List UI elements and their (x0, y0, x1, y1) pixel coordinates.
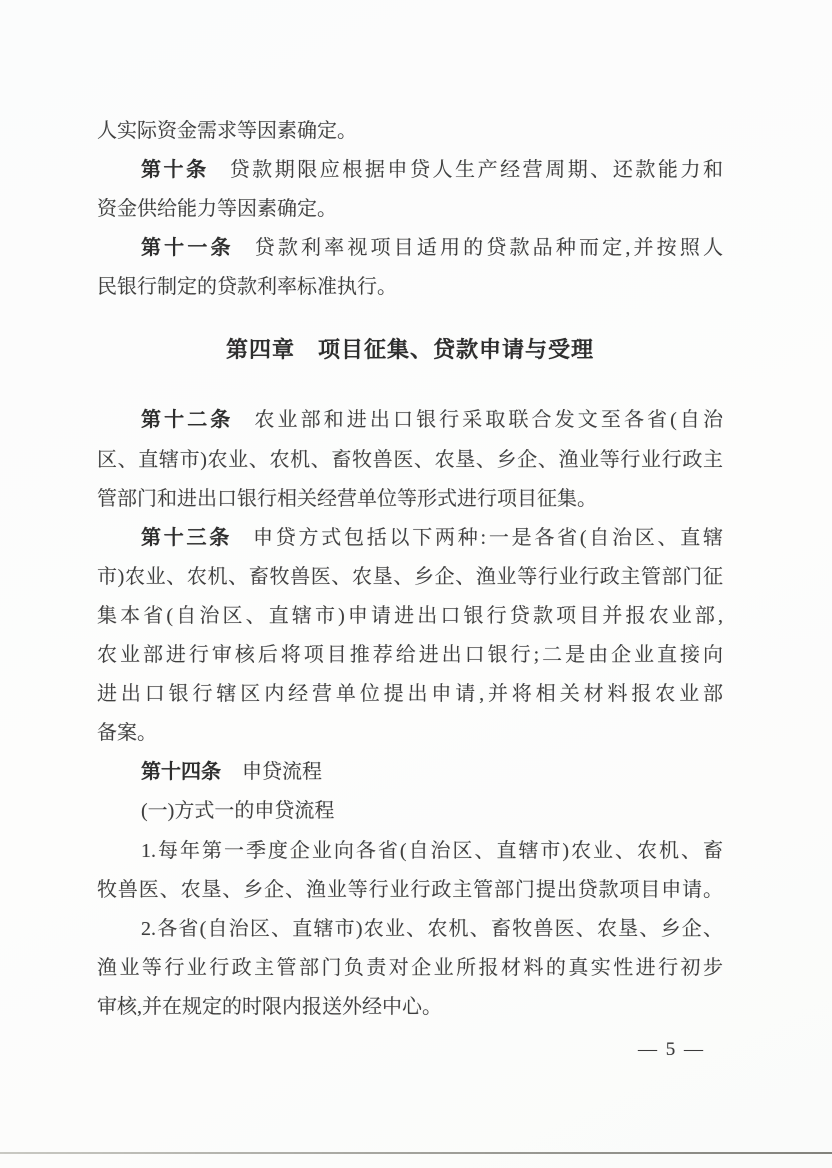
section-project-collection-body (97, 401, 723, 1027)
text-segment: 人实际资金需求等因素确定。 (97, 120, 357, 142)
text-line (97, 832, 723, 871)
text-line (97, 441, 723, 480)
text-line (97, 988, 723, 1027)
text-segment: 贷款利率视项目适用的贷款品种而定,并按照人 (254, 237, 724, 260)
document-content (97, 112, 723, 1065)
text-line (97, 792, 723, 831)
text-line (97, 190, 723, 229)
text-segment: 资金供给能力等因素确定。 (97, 198, 337, 221)
text-segment: 管部门和进出口银行相关经营单位等形式进行项目征集。 (97, 487, 597, 510)
text-segment: 进出口银行辖区内经营单位提出申请,并将相关材料报农业部 (97, 683, 723, 706)
text-line (97, 229, 723, 268)
text-segment: 申贷流程 (242, 761, 322, 784)
text-segment: 审核,并在规定的时限内报送外经中心。 (97, 995, 442, 1018)
text-line (97, 112, 723, 151)
text-line (97, 636, 723, 675)
text-segment: 区、直辖市)农业、农机、畜牧兽医、农垦、乡企、渔业等行业行政主 (97, 448, 723, 471)
text-segment: 2.各省(自治区、直辖市)农业、农机、畜牧兽医、农垦、乡企、 (141, 917, 723, 940)
text-segment: 市)农业、农机、畜牧兽医、农垦、乡企、渔业等行业行政主管部门征 (97, 565, 723, 588)
article-number: 第十条 (141, 159, 209, 182)
text-line (97, 753, 723, 792)
page-number: — 5 — (638, 1038, 705, 1060)
scan-bottom-edge (0, 1152, 832, 1154)
chapter-heading: 第四章 项目征集、贷款申请与受理 (225, 337, 594, 363)
text-line (97, 949, 723, 988)
text-line (97, 151, 723, 190)
text-segment: 1.每年第一季度企业向各省(自治区、直辖市)农业、农机、畜 (141, 839, 723, 862)
text-line (97, 871, 723, 910)
text-line (97, 558, 723, 597)
article-number: 第十一条 (141, 237, 234, 260)
text-line (97, 401, 723, 440)
section-loan-terms (97, 112, 723, 307)
text-line (97, 675, 723, 714)
article-number: 第十四条 (141, 761, 221, 784)
text-segment: 民银行制定的贷款利率标准执行。 (97, 276, 397, 299)
article-number: 第十二条 (141, 409, 234, 432)
text-segment: (一)方式一的申贷流程 (141, 800, 335, 823)
text-line (97, 597, 723, 636)
text-line (97, 714, 723, 753)
text-line (97, 268, 723, 307)
text-segment: 农业部进行审核后将项目推荐给进出口银行;二是由企业直接向 (97, 644, 723, 667)
text-line (97, 910, 723, 949)
text-segment: 集本省(自治区、直辖市)申请进出口银行贷款项目并报农业部, (97, 604, 723, 627)
text-segment: 贷款期限应根据申贷人生产经营周期、还款能力和 (229, 159, 723, 182)
text-line (97, 519, 723, 558)
text-line (97, 480, 723, 519)
text-segment: 牧兽医、农垦、乡企、渔业等行业行政主管部门提出贷款项目申请。 (97, 878, 723, 901)
text-segment: 申贷方式包括以下两种:一是各省(自治区、直辖 (253, 526, 724, 549)
article-number: 第十三条 (141, 526, 233, 549)
text-segment: 渔业等行业行政主管部门负责对企业所报材料的真实性进行初步 (97, 956, 723, 979)
text-segment: 备案。 (97, 722, 157, 745)
text-segment: 农业部和进出口银行采取联合发文至各省(自治 (254, 409, 723, 432)
